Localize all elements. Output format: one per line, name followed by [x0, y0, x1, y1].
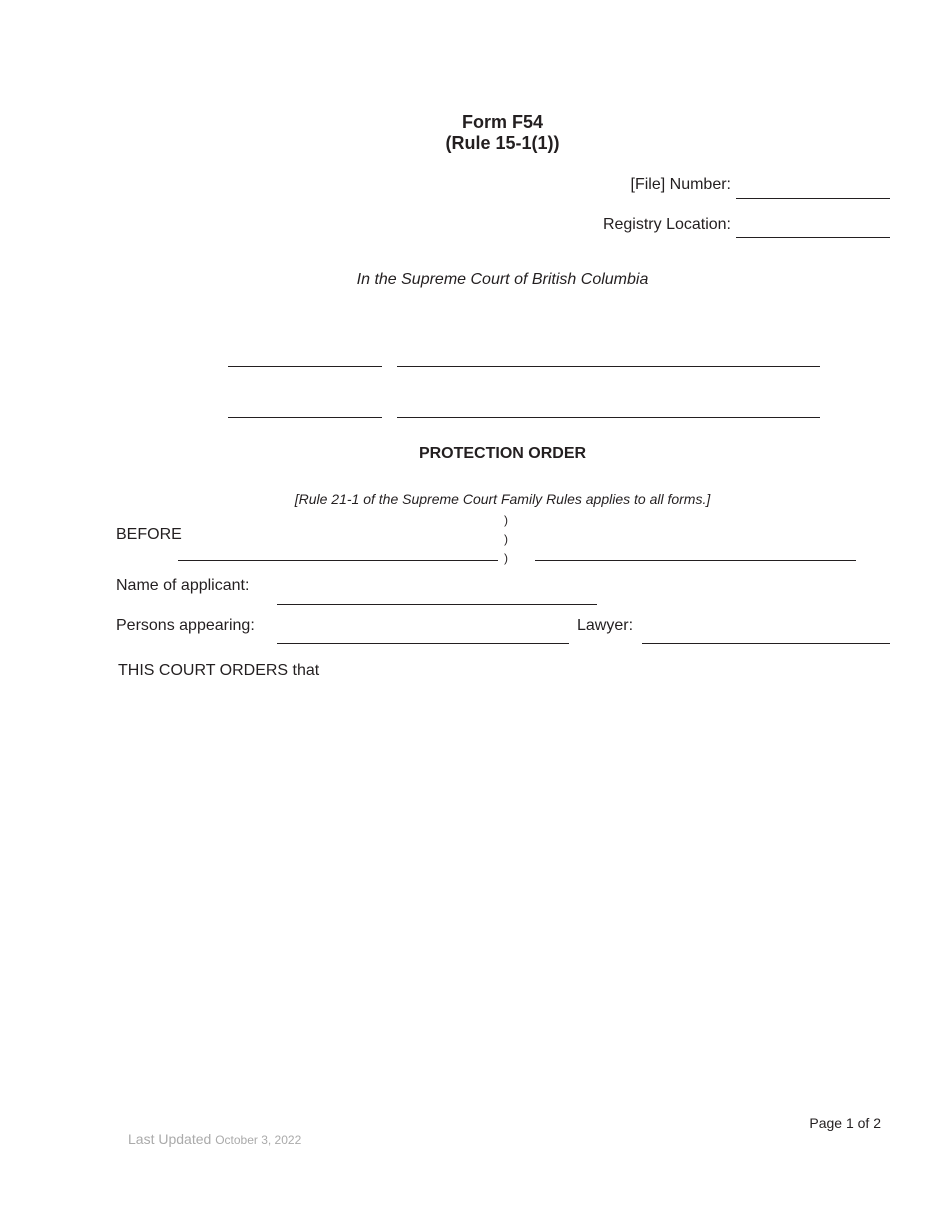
page-number: Page 1 of 2	[809, 1115, 881, 1131]
party-role-field-2[interactable]	[228, 417, 382, 418]
registry-location-field[interactable]	[736, 237, 890, 238]
form-rule: (Rule 15-1(1))	[445, 133, 560, 153]
last-updated-label: Last Updated	[128, 1131, 212, 1147]
bracket: )	[504, 551, 508, 565]
file-number-field[interactable]	[736, 198, 890, 199]
last-updated-date: October 3, 2022	[215, 1133, 302, 1147]
bracket: )	[504, 513, 508, 527]
registry-location-label: Registry Location:	[602, 216, 731, 233]
document-title: PROTECTION ORDER	[418, 445, 587, 462]
party-name-field-1[interactable]	[397, 366, 820, 367]
lawyer-label: Lawyer:	[577, 617, 634, 634]
party-role-field-1[interactable]	[228, 366, 382, 367]
court-name: In the Supreme Court of British Columbia	[356, 271, 649, 288]
lawyer-field[interactable]	[642, 643, 890, 644]
court-orders-text: THIS COURT ORDERS that	[118, 662, 320, 679]
applicant-label: Name of applicant:	[116, 577, 250, 594]
form-number: Form F54	[461, 112, 544, 132]
before-label: BEFORE	[116, 526, 182, 543]
last-updated	[128, 1131, 301, 1147]
judge-name-field[interactable]	[178, 560, 498, 561]
order-date-field[interactable]	[535, 560, 856, 561]
bracket: )	[504, 532, 508, 546]
file-number-label: [File] Number:	[630, 176, 731, 193]
persons-appearing-label: Persons appearing:	[116, 617, 255, 634]
party-name-field-2[interactable]	[397, 417, 820, 418]
applicant-field[interactable]	[277, 604, 597, 605]
rule-note: [Rule 21-1 of the Supreme Court Family Rules applies to all forms.]	[294, 491, 711, 507]
persons-appearing-field[interactable]	[277, 643, 569, 644]
